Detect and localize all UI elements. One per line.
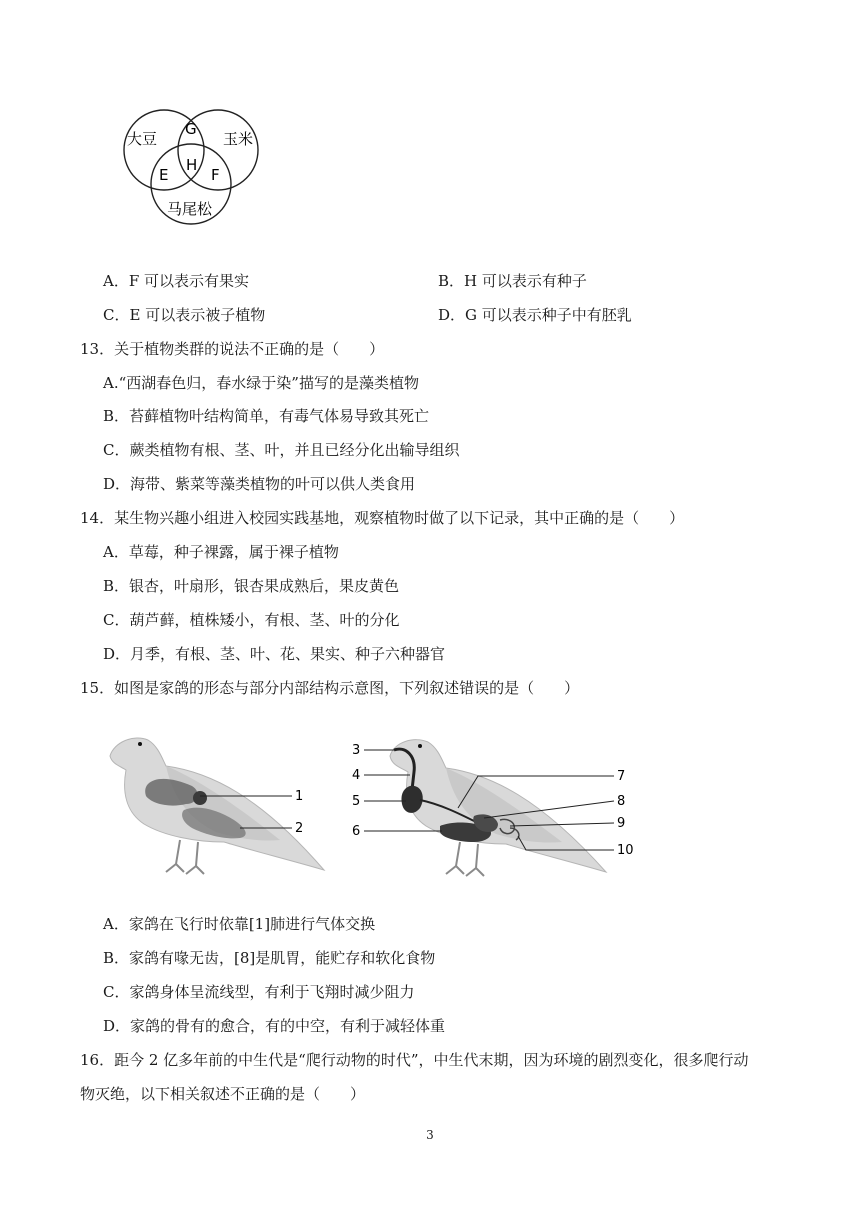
q15-option-a: A．家鸽在飞行时依靠[1]肺进行气体交换 xyxy=(103,915,376,933)
venn-label-H: H xyxy=(186,156,198,174)
pigeon-label-3: 3 xyxy=(352,743,361,758)
q14-option-d: D．月季，有根、茎、叶、花、果实、种子六种器官 xyxy=(103,645,446,663)
pigeon-label-4: 4 xyxy=(352,768,361,783)
pigeon-label-10: 10 xyxy=(617,843,634,858)
q12-option-b: B．H 可以表示有种子 xyxy=(438,272,587,290)
pigeon-label-9: 9 xyxy=(617,816,626,831)
q13-stem: 13．关于植物类群的说法不正确的是（ ） xyxy=(80,340,385,358)
q14-option-a: A．草莓，种子裸露，属于裸子植物 xyxy=(103,543,339,561)
pigeon-figure-left xyxy=(100,724,330,882)
pigeon-eye xyxy=(138,742,142,746)
venn-label-maweisong: 马尾松 xyxy=(167,200,213,218)
venn-label-yumi: 玉米 xyxy=(223,130,254,148)
venn-label-dadou: 大豆 xyxy=(127,130,158,148)
q16-stem-line2: 物灭绝，以下相关叙述不正确的是（ ） xyxy=(80,1085,366,1103)
venn-diagram xyxy=(118,104,268,232)
q13-option-d: D．海带、紫菜等藻类植物的叶可以供人类食用 xyxy=(103,475,416,493)
venn-label-F: F xyxy=(211,166,220,184)
q15-option-b: B．家鸽有喙无齿，[8]是肌胃，能贮存和软化食物 xyxy=(103,949,436,967)
pigeon-eye-right xyxy=(418,744,422,748)
lung-lobe-dark xyxy=(193,791,207,805)
pigeon-label-6: 6 xyxy=(352,824,361,839)
pigeon-figure-right xyxy=(350,732,640,882)
q14-stem: 14．某生物兴趣小组进入校园实践基地，观察植物时做了以下记录，其中正确的是（ ） xyxy=(80,509,685,527)
q15-option-c: C．家鸽身体呈流线型，有利于飞翔时减少阻力 xyxy=(103,983,415,1001)
q12-option-c: C．E 可以表示被子植物 xyxy=(103,306,266,324)
q14-option-b: B．银杏，叶扇形，银杏果成熟后，果皮黄色 xyxy=(103,577,400,595)
venn-label-G: G xyxy=(185,120,197,138)
pigeon-label-7: 7 xyxy=(617,769,626,784)
q15-stem: 15．如图是家鸽的形态与部分内部结构示意图，下列叙述错误的是（ ） xyxy=(80,679,580,697)
pigeon-label-8: 8 xyxy=(617,794,626,809)
pigeon-label-1: 1 xyxy=(295,789,304,804)
pigeon-body-right xyxy=(390,740,606,876)
q13-option-b: B．苔藓植物叶结构简单，有毒气体易导致其死亡 xyxy=(103,407,430,425)
q13-option-c: C．蕨类植物有根、茎、叶，并且已经分化出输导组织 xyxy=(103,441,460,459)
q14-option-c: C．葫芦藓，植株矮小，有根、茎、叶的分化 xyxy=(103,611,400,629)
page-number: 3 xyxy=(426,1128,434,1142)
q16-stem-line1: 16．距今 2 亿多年前的中生代是“爬行动物的时代”，中生代末期，因为环境的剧烈变化，很多爬行动 xyxy=(80,1051,749,1069)
q13-option-a: A.“西湖春色归，春水绿于染”描写的是藻类植物 xyxy=(103,374,419,392)
venn-label-E: E xyxy=(159,166,169,184)
q15-option-d: D．家鸽的骨有的愈合，有的中空，有利于减轻体重 xyxy=(103,1017,446,1035)
pigeon-body xyxy=(110,738,324,874)
q12-option-d: D．G 可以表示种子中有胚乳 xyxy=(438,306,632,324)
q12-option-a: A．F 可以表示有果实 xyxy=(103,272,250,290)
pigeon-label-2: 2 xyxy=(295,821,304,836)
pigeon-label-5: 5 xyxy=(352,794,361,809)
